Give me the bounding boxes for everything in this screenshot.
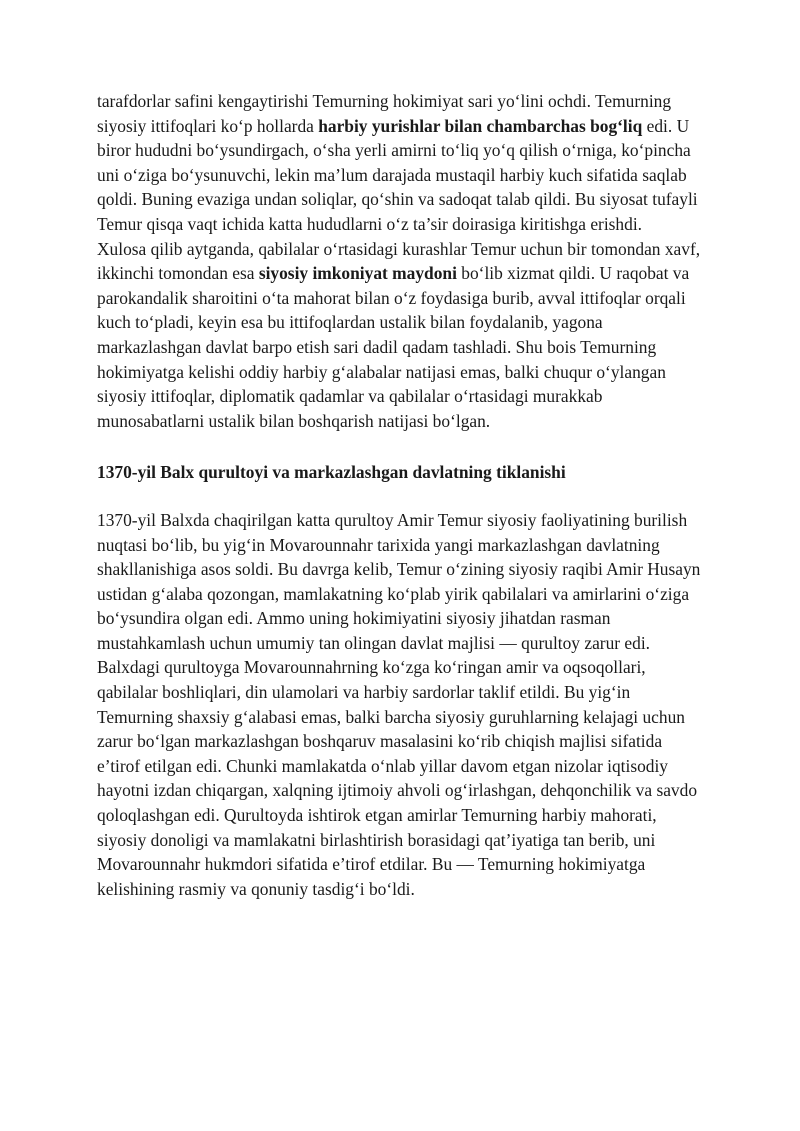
document-page [97, 89, 709, 901]
bold-phrase: harbiy yurishlar bilan chambarchas bog‘liq [318, 115, 643, 136]
paragraph-text: bo‘lib xizmat qildi. U raqobat va parokandalik sharoitini o‘ta mahorat bilan o‘z foydasiga burib, avval ittifoqlar orqali kuch to‘pladi, keyin esa bu ittifoqlardan ustalik bilan foydalanib, yagona markazlashgan davlat barpo etish sari dadil qadam tashladi. Shu bois Temurning hokimiyatga kelishi oddiy harbiy g‘alabalar natijasi emas, balki chuqur o‘ylangan siyosiy ittifoqlar, diplomatik qadamlar va qabilalar o‘rtasidagi murakkab munosabatlarni ustalik bilan boshqarish natijasi bo‘lgan. [97, 263, 690, 431]
body-paragraph: 1370-yil Balxda chaqirilgan katta qurultoy Amir Temur siyosiy faoliyatining burilish nuqtasi bo‘lib, bu yig‘in Movarounnahr tarixida yangi markazlashgan davlatning shakllanishiga asos soldi. Bu davrga kelib, Temur o‘zining siyosiy raqibi Amir Husayn ustidan g‘alaba qozongan, mamlakatning ko‘plab yirik qabilalari va amirlarini o‘ziga bo‘ysundira olgan edi. Ammo uning hokimiyatini siyosiy jihatdan rasman mustahkamlash uchun umumiy tan olingan davlat majlisi — qurultoy zarur edi. Balxdagi qurultoyga Movarounnahrning ko‘zga ko‘ringan amir va oqsoqollari, qabilalar boshliqlari, din ulamolari va harbiy sardorlar taklif etildi. Bu yig‘in Temurning shaxsiy g‘alabasi emas, balki barcha siyosiy guruhlarning kelajagi uchun zarur bo‘lgan markazlashgan boshqaruv masalasini ko‘rib chiqish majlisi sifatida e’tirof etilgan edi. Chunki mamlakatda o‘nlab yillar davom etgan nizolar iqtisodiy hayotni izdan chiqargan, xalqning ijtimoiy ahvoli og‘irlashgan, dehqonchilik va savdo qoloqlashgan edi. Qurultoyda ishtirok etgan amirlar Temurning harbiy mahorati, siyosiy donoligi va mamlakatni birlashtirish borasidagi qat’iyatiga tan berib, uni Movarounnahr hukmdori sifatida e’tirof etdilar. Bu — Temurning hokimiyatga kelishining rasmiy va qonuniy tasdig‘i bo‘ldi. [97, 509, 701, 899]
bold-phrase: siyosiy imkoniyat maydoni [258, 263, 457, 284]
body-paragraph [97, 237, 709, 434]
paragraph-text: tarafdorlar safini kengaytirishi Temurning hokimiyat sari yo‘lini ochdi. Temurning siyosiy ittifoqlari ko‘p hollarda [97, 91, 672, 136]
section-heading: 1370-yil Balx qurultoyi va markazlashgan davlatning tiklanishi [97, 462, 566, 483]
body-paragraph [97, 89, 709, 237]
paragraph-text: Xulosa qilib aytganda, qabilalar o‘rtasidagi kurashlar Temur uchun bir tomondan xavf, ikkinchi tomondan esa [97, 238, 701, 284]
paragraph-text: edi. U biror hududni bo‘ysundirgach, o‘sha yerli amirni to‘liq yo‘q qilish o‘rniga, ko‘pincha uni o‘ziga bo‘ysunuvchi, lekin ma’lum darajada mustaqil harbiy kuch sifatida saqlab qoldi. Buning evaziga undan soliqlar, qo‘shin va sadoqat talab qildi. Bu siyosat tufayli Temur qisqa vaqt ichida katta hududlarni o‘z ta’sir doirasiga kiritishga erishdi. [97, 115, 698, 234]
